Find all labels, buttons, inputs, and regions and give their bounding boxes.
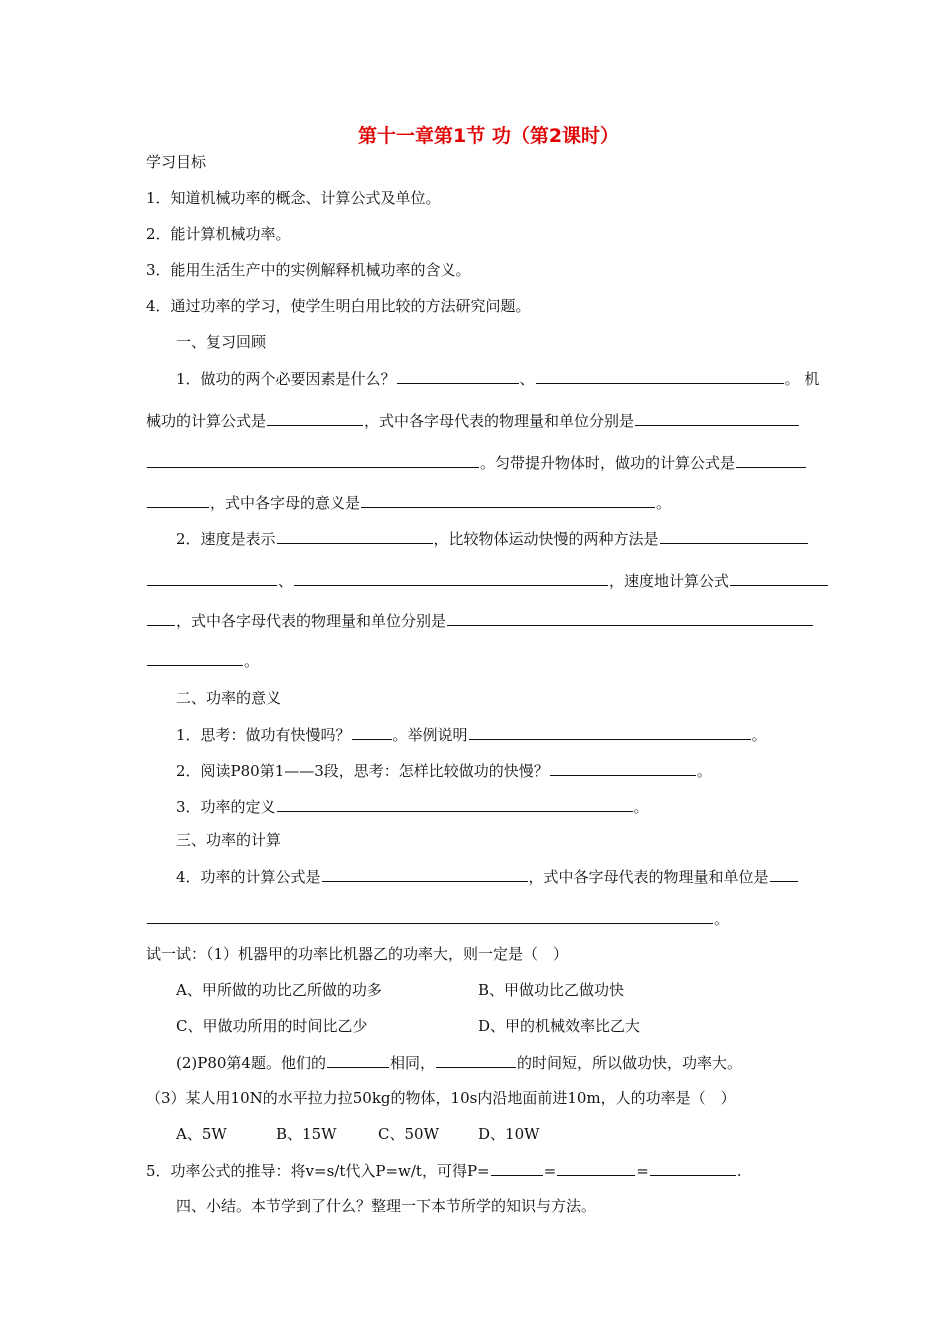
question-text: 。 [633, 798, 649, 816]
answer-blank[interactable] [660, 528, 808, 544]
question-text: 。 [751, 726, 767, 744]
meaning-q3 [176, 796, 649, 817]
answer-blank[interactable] [550, 760, 696, 776]
review-q1-line3 [146, 452, 807, 473]
answer-blank[interactable] [469, 724, 751, 740]
question-text: 3．功率的定义 [176, 798, 276, 816]
trial-q2 [176, 1052, 742, 1073]
question-text: 的时间短，所以做功快，功率大。 [517, 1054, 743, 1072]
answer-blank[interactable] [536, 368, 784, 384]
answer-blank[interactable] [327, 1052, 389, 1068]
answer-blank[interactable] [147, 908, 713, 924]
question-text: 2．阅读P80第1——3段，思考：怎样比较做功的快慢？ [176, 762, 549, 780]
derive-line [146, 1160, 742, 1181]
question-text: ，式中各字母代表的物理量和单位是 [528, 868, 769, 886]
calc-q4-line2 [146, 908, 729, 929]
question-text: 5．功率公式的推导：将v=s/t代入P=w/t，可得P= [146, 1162, 490, 1180]
review-q2-line4 [146, 650, 259, 671]
question-text: 、 [278, 572, 294, 590]
calc-q4-line1 [176, 866, 799, 887]
page-title: 第十一章第1节 功（第2课时） [358, 125, 620, 147]
answer-blank[interactable] [361, 492, 655, 508]
trial-q1: 试一试：（1）机器甲的功率比机器乙的功率大，则一定是（ ） [146, 945, 569, 963]
question-text: . [736, 1162, 742, 1180]
objective-item: 3．能用生活生产中的实例解释机械功率的含义。 [146, 261, 471, 279]
review-q1-line4 [146, 492, 671, 513]
answer-blank[interactable] [277, 528, 433, 544]
question-text: ，式中各字母代表的物理量和单位分别是 [364, 412, 635, 430]
review-q2-line3 [146, 610, 814, 631]
question-text: 。 [244, 652, 260, 670]
meaning-q2 [176, 760, 712, 781]
question-text: 1．做功的两个必要因素是什么？ [176, 370, 396, 388]
question-text: ，速度地计算公式 [609, 572, 730, 590]
objective-item: 2．能计算机械功率。 [146, 225, 291, 243]
meaning-heading: 二、功率的意义 [176, 689, 282, 707]
answer-blank[interactable] [770, 866, 798, 882]
question-text: ，比较物体运动快慢的两种方法是 [433, 530, 659, 548]
objective-item: 1．知道机械功率的概念、计算公式及单位。 [146, 189, 441, 207]
choice-b: B、15W [276, 1125, 337, 1143]
meaning-q1 [176, 724, 767, 745]
answer-blank[interactable] [147, 570, 277, 586]
option-b: B、甲做功比乙做功快 [478, 981, 625, 999]
answer-blank[interactable] [277, 796, 633, 812]
answer-blank[interactable] [267, 410, 363, 426]
answer-blank[interactable] [491, 1160, 543, 1176]
option-c: C、甲做功所用的时间比乙少 [176, 1017, 368, 1035]
answer-blank[interactable] [352, 724, 392, 740]
review-q1-line1 [176, 368, 819, 389]
summary: 四、小结。本节学到了什么？整理一下本节所学的知识与方法。 [176, 1197, 597, 1215]
choice-c: C、50W [378, 1125, 439, 1143]
question-text: ，式中各字母的意义是 [210, 494, 361, 512]
review-q2-line1 [176, 528, 809, 549]
question-text: 相同， [389, 1054, 435, 1072]
answer-blank[interactable] [635, 410, 799, 426]
question-text: 4．功率的计算公式是 [176, 868, 321, 886]
answer-blank[interactable] [650, 1160, 736, 1176]
option-d: D、甲的机械效率比乙大 [478, 1017, 641, 1035]
answer-blank[interactable] [147, 452, 479, 468]
answer-blank[interactable] [447, 610, 813, 626]
answer-blank[interactable] [730, 570, 828, 586]
answer-blank[interactable] [397, 368, 519, 384]
choice-a: A、5W [176, 1125, 227, 1143]
answer-blank[interactable] [736, 452, 806, 468]
review-q2-line2 [146, 570, 829, 591]
question-text: 。 [696, 762, 712, 780]
question-text: 械功的计算公式是 [146, 412, 267, 430]
answer-blank[interactable] [322, 866, 528, 882]
review-heading: 一、复习回顾 [176, 333, 267, 351]
answer-blank[interactable] [147, 492, 209, 508]
question-text: 。 [714, 910, 730, 928]
question-text: 。 [656, 494, 672, 512]
trial-q3: （3）某人用10N的水平拉力拉50kg的物体，10s内沿地面前进10m，人的功率是（ ） [146, 1089, 736, 1107]
question-text: 。 机 [784, 370, 820, 388]
question-text: ，式中各字母代表的物理量和单位分别是 [176, 612, 447, 630]
answer-blank[interactable] [436, 1052, 516, 1068]
question-text: = [543, 1162, 557, 1180]
question-text: 。举例说明 [392, 726, 468, 744]
calc-heading: 三、功率的计算 [176, 831, 282, 849]
answer-blank[interactable] [557, 1160, 635, 1176]
question-text: 1．思考：做功有快慢吗？ [176, 726, 351, 744]
choice-d: D、10W [478, 1125, 540, 1143]
objective-item: 4．通过功率的学习，使学生明白用比较的方法研究问题。 [146, 297, 531, 315]
objectives-heading: 学习目标 [146, 153, 207, 171]
answer-blank[interactable] [147, 610, 175, 626]
question-text: (2)P80第4题。他们的 [176, 1054, 326, 1072]
question-text: 2．速度是表示 [176, 530, 276, 548]
question-text: = [636, 1162, 649, 1180]
answer-blank[interactable] [294, 570, 608, 586]
question-text: 。匀带提升物体时，做功的计算公式是 [480, 454, 736, 472]
question-text: 、 [519, 370, 535, 388]
answer-blank[interactable] [147, 650, 243, 666]
review-q1-line2 [146, 410, 800, 431]
option-a: A、甲所做的功比乙所做的功多 [176, 981, 382, 999]
